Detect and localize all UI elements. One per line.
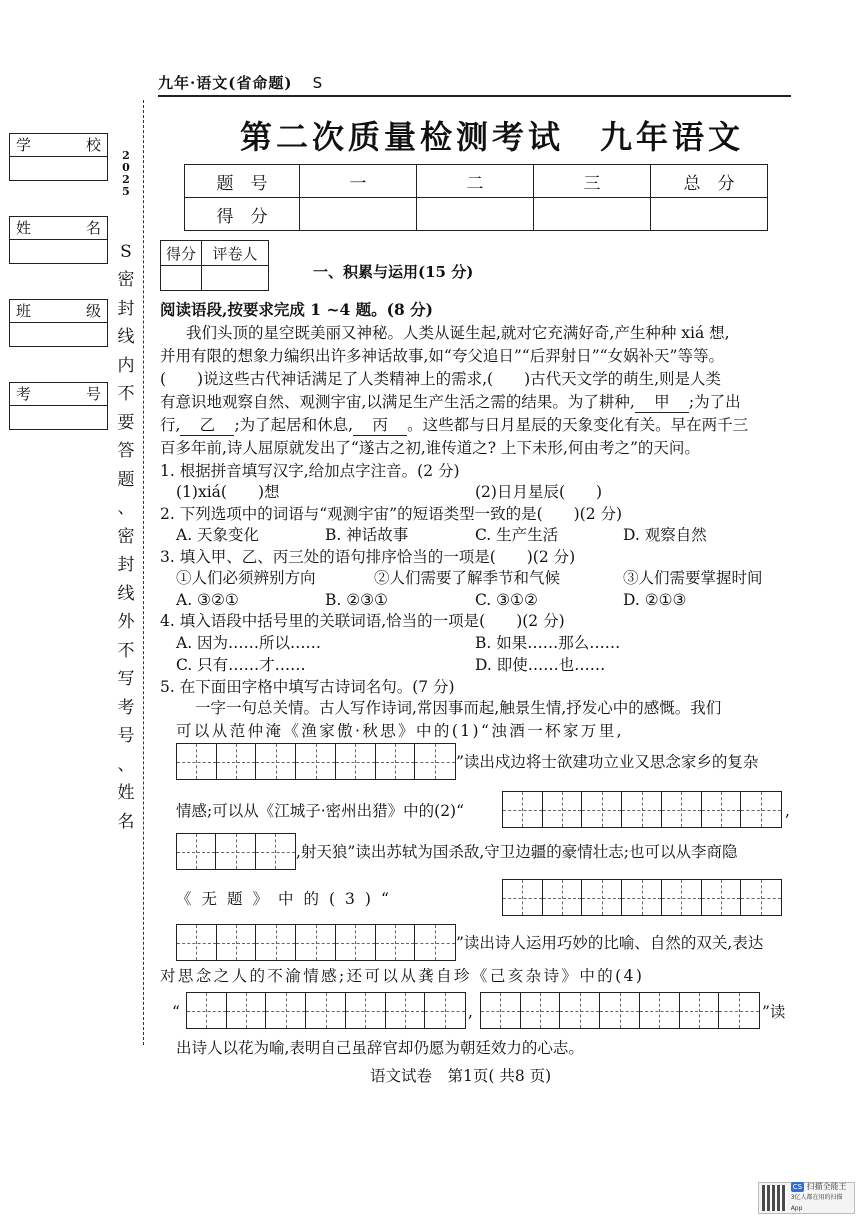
passage-line xyxy=(160,392,741,413)
q5-text: ,射天狼”读出苏轼为国杀敌,守卫边疆的豪情壮志;也可以从李商隐 xyxy=(296,843,738,861)
seal-char: 名 xyxy=(117,811,135,832)
score-cell[interactable] xyxy=(651,198,768,231)
score-header-cell: 一 xyxy=(300,165,417,198)
seal-char: 线 xyxy=(117,583,135,604)
page-footer: 语文试卷 第1页( 共8 页) xyxy=(370,1067,552,1085)
seal-char: 封 xyxy=(117,555,135,576)
seal-char: 考 xyxy=(117,697,135,718)
seal-line xyxy=(143,100,144,1045)
q2-option-b[interactable]: B. 神话故事 xyxy=(325,526,409,544)
seal-line-text xyxy=(115,150,137,837)
seal-char: 要 xyxy=(117,412,135,433)
field-label: 名 xyxy=(85,219,101,237)
field-label: 号 xyxy=(85,385,101,403)
seal-char: 封 xyxy=(117,298,135,319)
blank-jia: 甲 xyxy=(635,392,689,413)
school-field[interactable] xyxy=(9,133,108,181)
q3-option-a[interactable]: A. ③②① xyxy=(176,591,239,609)
q3-option-c[interactable]: C. ③①② xyxy=(475,591,538,609)
score-cell[interactable] xyxy=(534,198,651,231)
seal-year-digit: 5 xyxy=(122,185,130,198)
watermark-name: 扫描全能王 xyxy=(806,1182,847,1191)
seal-char: 写 xyxy=(117,669,135,690)
seal-char: S xyxy=(120,241,132,262)
seal-char: 、 xyxy=(117,754,135,775)
header-label: 九年·语文(省命题) xyxy=(158,74,293,92)
grader-score-label: 得分 xyxy=(161,241,202,266)
seal-char: 外 xyxy=(117,612,135,633)
q4-option-d[interactable]: D. 即使……也…… xyxy=(475,656,606,674)
q5-text: ”读出诗人运用巧妙的比喻、自然的双关,表达 xyxy=(456,934,764,952)
passage-line: ( )说这些古代神话满足了人类精神上的需求,( )古代天文学的萌生,则是人类 xyxy=(160,370,722,388)
passage-text: 行, xyxy=(160,416,181,434)
answer-grid-2a[interactable] xyxy=(502,791,782,828)
passage-text: ;为了起居和休息, xyxy=(234,416,354,434)
q5-text: ”读出戍边将士欲建功立业又思念家乡的复杂 xyxy=(456,753,759,771)
watermark-badge: CS xyxy=(792,1183,803,1191)
q3-item: ③人们需要掌握时间 xyxy=(623,569,763,587)
grader-score-cell[interactable] xyxy=(161,266,202,291)
q2-option-d[interactable]: D. 观察自然 xyxy=(623,526,707,544)
field-label: 考 xyxy=(16,385,32,403)
q4-stem: 4. 填入语段中括号里的关联词语,恰当的一项是( )(2 分) xyxy=(160,612,565,630)
q5-text: , xyxy=(785,802,790,820)
header-divider xyxy=(158,95,791,97)
watermark-sub: 3亿人都在用的扫描App xyxy=(790,1194,843,1212)
exam-number-field[interactable] xyxy=(9,382,108,430)
field-label: 班 xyxy=(16,302,32,320)
passage-text: ;为了出 xyxy=(688,393,741,411)
seal-char: 号 xyxy=(117,726,135,747)
passage-intro: 阅读语段,按要求完成 1 ~4 题。(8 分) xyxy=(160,300,433,319)
q3-stem: 3. 填入甲、乙、丙三处的语句排序恰当的一项是( )(2 分) xyxy=(160,548,576,566)
q5-text: 一字一句总关情。古人写作诗词,常因事而起,触景生情,抒发心中的感慨。我们 xyxy=(195,699,722,717)
seal-char: 内 xyxy=(117,355,135,376)
score-table xyxy=(184,164,768,231)
passage-line xyxy=(160,415,748,436)
q1-part-b[interactable]: (2)日月星辰( ) xyxy=(475,483,603,501)
field-label: 级 xyxy=(85,302,101,320)
q4-option-c[interactable]: C. 只有……才…… xyxy=(176,656,306,674)
name-field[interactable] xyxy=(9,216,108,264)
score-header-cell: 总 分 xyxy=(651,165,768,198)
q3-item: ①人们必须辨别方向 xyxy=(176,569,316,587)
q2-option-c[interactable]: C. 生产生活 xyxy=(475,526,559,544)
q3-item: ②人们需要了解季节和气候 xyxy=(374,569,561,587)
seal-year-digit: 2 xyxy=(122,149,130,162)
passage-line: 我们头顶的星空既美丽又神秘。人类从诞生起,就对它充满好奇,产生种种 xiá 想, xyxy=(186,324,730,342)
blank-bing: 丙 xyxy=(353,415,407,436)
q5-text: 可以从范仲淹《渔家傲·秋思》中的(1)“浊酒一杯家万里, xyxy=(176,722,624,740)
seal-char: 不 xyxy=(117,384,135,405)
q1-part-a[interactable]: (1)xiá( )想 xyxy=(176,483,280,501)
passage-text: 有意识地观察自然、观测宇宙,以满足生产生活之需的结果。为了耕种, xyxy=(160,393,635,411)
grader-box xyxy=(160,240,269,291)
answer-grid-2b[interactable] xyxy=(176,833,296,870)
q5-text: 《无题》中的(3)“ xyxy=(176,890,399,908)
passage-line: 百多年前,诗人屈原就发出了“遂古之初,谁传道之? 上下未形,何由考之”的天问。 xyxy=(160,439,700,457)
q3-option-b[interactable]: B. ②③① xyxy=(325,591,388,609)
q2-option-a[interactable]: A. 天象变化 xyxy=(176,526,260,544)
q5-text: 出诗人以花为喻,表明自己虽辞官却仍愿为朝廷效力的心志。 xyxy=(176,1039,584,1057)
score-header-cell: 二 xyxy=(417,165,534,198)
score-header-cell: 三 xyxy=(534,165,651,198)
passage-line: 并用有限的想象力编织出许多神话故事,如“夸父追日”“后羿射日”“女娲补天”等等。 xyxy=(160,347,724,365)
seal-char: 密 xyxy=(117,270,135,291)
answer-grid-4b[interactable] xyxy=(480,992,760,1029)
exam-header xyxy=(158,72,323,93)
q4-option-a[interactable]: A. 因为……所以…… xyxy=(176,634,322,652)
q5-text: “ xyxy=(172,1003,180,1021)
seal-char: 、 xyxy=(117,498,135,519)
scanner-watermark xyxy=(758,1182,855,1214)
answer-grid-4a[interactable] xyxy=(186,992,466,1029)
answer-grid-3b[interactable] xyxy=(176,924,456,961)
score-cell[interactable] xyxy=(300,198,417,231)
answer-grid-3a[interactable] xyxy=(502,879,782,916)
grader-reviewer-cell[interactable] xyxy=(202,266,269,291)
seal-year-digit: 2 xyxy=(122,173,130,186)
seal-year-digit: 0 xyxy=(122,161,130,174)
qr-code-icon xyxy=(762,1185,787,1211)
field-label: 校 xyxy=(85,136,101,154)
section-title: 一、积累与运用(15 分) xyxy=(313,263,474,281)
score-header-cell: 题 号 xyxy=(185,165,300,198)
seal-char: 不 xyxy=(117,640,135,661)
q2-stem: 2. 下列选项中的词语与“观测宇宙”的短语类型一致的是( )(2 分) xyxy=(160,505,623,523)
seal-char: 题 xyxy=(117,469,135,490)
q5-stem: 5. 在下面田字格中填写古诗词名句。(7 分) xyxy=(160,678,455,696)
q1-stem: 1. 根据拼音填写汉字,给加点字注音。(2 分) xyxy=(160,462,460,480)
seal-char: 姓 xyxy=(117,783,135,804)
answer-grid-1[interactable] xyxy=(176,743,456,780)
q5-text: 对思念之人的不渝情感;还可以从龚自珍《己亥杂诗》中的(4) xyxy=(160,967,645,985)
q5-text: 情感;可以从《江城子·密州出猎》中的(2)“ xyxy=(176,802,465,820)
passage-text: 。这些都与日月星辰的天象变化有关。早在两千三 xyxy=(407,416,749,434)
score-cell[interactable] xyxy=(417,198,534,231)
grader-reviewer-label: 评卷人 xyxy=(202,241,269,266)
seal-char: 密 xyxy=(117,526,135,547)
q5-text: , xyxy=(468,1003,473,1021)
seal-char: 答 xyxy=(117,441,135,462)
field-label: 学 xyxy=(16,136,32,154)
page-title: 第二次质量检测考试 九年语文 xyxy=(240,118,745,156)
blank-yi: 乙 xyxy=(180,415,234,436)
score-row-label: 得 分 xyxy=(185,198,300,231)
q4-option-b[interactable]: B. 如果……那么…… xyxy=(475,634,621,652)
class-field[interactable] xyxy=(9,299,108,347)
header-mark: S xyxy=(312,74,324,92)
q3-option-d[interactable]: D. ②①③ xyxy=(623,591,687,609)
q5-text: ”读 xyxy=(762,1003,786,1021)
field-label: 姓 xyxy=(16,219,32,237)
seal-char: 线 xyxy=(117,327,135,348)
